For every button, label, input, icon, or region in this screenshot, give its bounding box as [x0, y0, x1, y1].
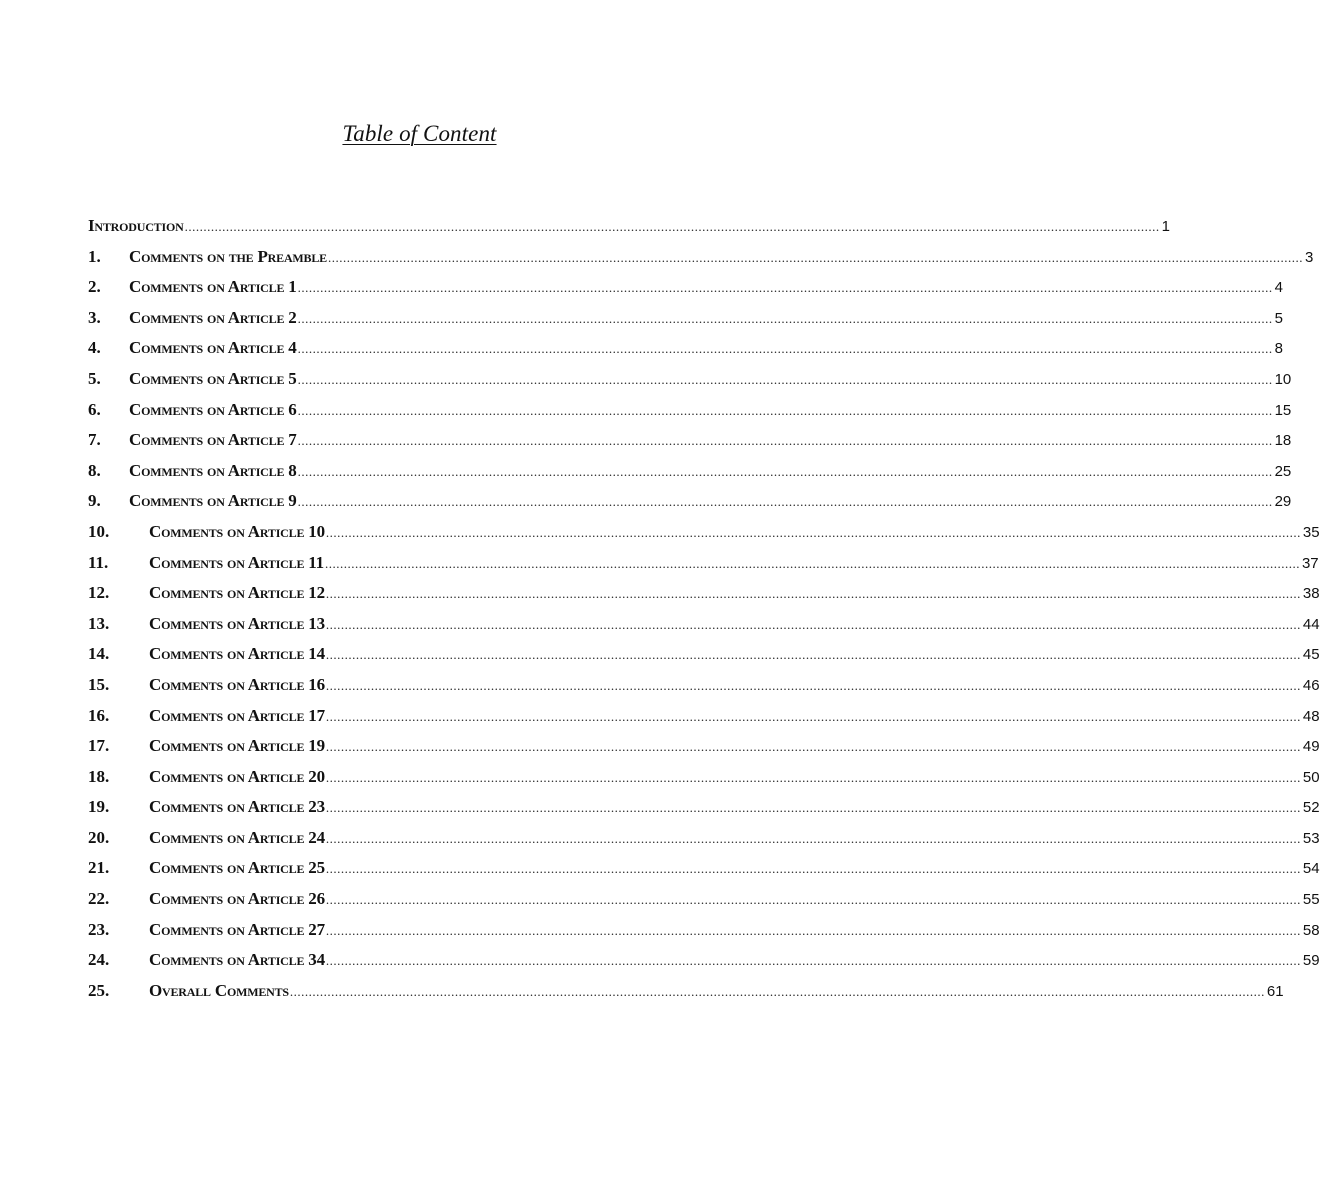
- toc-entry-label: Comments on Article 4: [129, 338, 297, 358]
- toc-entry-number: 6.: [88, 399, 101, 419]
- dot-leader: ....................................................................................................................................................................................................................................................................: [289, 983, 1265, 999]
- toc-entry-page-number: 5: [1274, 309, 1283, 327]
- toc-entry-page-number: 35: [1302, 523, 1320, 541]
- toc-entry[interactable]: [88, 736, 1320, 767]
- toc-entry-label: Comments on Article 20: [149, 766, 325, 786]
- toc-title: Table of Content: [342, 121, 497, 146]
- dot-leader: ....................................................................................................................................................................................................................................................................: [325, 861, 1301, 877]
- dot-leader: ....................................................................................................................................................................................................................................................................: [325, 647, 1301, 663]
- toc-entry-label: Comments on Article 10: [149, 521, 325, 541]
- toc-entry-label: Comments on Article 16: [149, 674, 325, 694]
- toc-entry-label: Overall Comments: [149, 980, 289, 1000]
- toc-entry-number: 8.: [88, 460, 101, 480]
- dot-leader: ....................................................................................................................................................................................................................................................................: [297, 402, 1273, 418]
- toc-entry-number: 4.: [88, 338, 101, 358]
- toc-entry-label: Comments on Article 6: [129, 399, 297, 419]
- toc-entry-number: 17.: [88, 736, 110, 756]
- toc-entry-label: Comments on Article 11: [149, 552, 324, 572]
- toc-entry-number: 5.: [88, 368, 101, 388]
- dot-leader: ....................................................................................................................................................................................................................................................................: [325, 892, 1301, 908]
- toc-entry-page-number: 25: [1274, 462, 1292, 480]
- toc-entry[interactable]: [88, 430, 1292, 461]
- toc-entry[interactable]: [88, 552, 1319, 584]
- toc-entry-number: 12.: [88, 583, 110, 603]
- toc-entry-number: 16.: [88, 705, 110, 725]
- toc-entry[interactable]: [88, 889, 1320, 920]
- toc-entry-number: 22.: [88, 889, 110, 909]
- toc-entry-label: Comments on Article 24: [149, 827, 325, 847]
- toc-entry[interactable]: [88, 766, 1320, 798]
- dot-leader: ....................................................................................................................................................................................................................................................................: [325, 769, 1301, 785]
- toc-entry-label: Comments on the Preamble: [129, 246, 327, 266]
- toc-entry-number: 7.: [88, 430, 101, 450]
- toc-entry[interactable]: [88, 491, 1292, 522]
- toc-entry-label: Comments on Article 13: [149, 613, 325, 633]
- toc-entry-page-number: 15: [1274, 401, 1292, 419]
- dot-leader: ....................................................................................................................................................................................................................................................................: [325, 524, 1301, 540]
- toc-entry-number: 24.: [88, 950, 110, 970]
- toc-entry-page-number: 49: [1302, 738, 1320, 756]
- toc-entry-page-number: 54: [1302, 860, 1320, 878]
- dot-leader: ....................................................................................................................................................................................................................................................................: [297, 494, 1273, 510]
- toc-entry-number: 15.: [88, 674, 110, 694]
- toc-entry-number: 20.: [88, 827, 110, 847]
- dot-leader: ....................................................................................................................................................................................................................................................................: [325, 616, 1301, 632]
- toc-entry-page-number: 50: [1302, 768, 1320, 786]
- toc-entry[interactable]: [88, 919, 1320, 951]
- dot-leader: ....................................................................................................................................................................................................................................................................: [324, 555, 1300, 571]
- toc-entry-page-number: 58: [1302, 921, 1320, 939]
- toc-entry-number: 3.: [88, 307, 101, 327]
- toc-entry[interactable]: [88, 613, 1320, 645]
- toc-entry-page-number: 61: [1266, 982, 1284, 1000]
- toc-entry-number: 11.: [88, 552, 109, 572]
- toc-entry-label: Comments on Article 23: [149, 797, 325, 817]
- toc-entry-page-number: 48: [1302, 707, 1320, 725]
- toc-entry-label: Comments on Article 1: [129, 277, 297, 297]
- dot-leader: ....................................................................................................................................................................................................................................................................: [325, 953, 1301, 969]
- toc-entry[interactable]: [88, 399, 1292, 431]
- toc-entry-page-number: 55: [1302, 891, 1320, 909]
- dot-leader: ....................................................................................................................................................................................................................................................................: [325, 739, 1301, 755]
- toc-entry[interactable]: [88, 307, 1283, 339]
- toc-entry-number: 25.: [88, 980, 110, 1000]
- toc-entry[interactable]: [88, 521, 1320, 553]
- toc-entry[interactable]: [88, 583, 1320, 614]
- dot-leader: ....................................................................................................................................................................................................................................................................: [325, 677, 1301, 693]
- toc-entry-label: Comments on Article 25: [149, 858, 325, 878]
- toc-entry-label: Comments on Article 34: [149, 950, 325, 970]
- toc-entry-label: Comments on Article 7: [129, 430, 297, 450]
- dot-leader: ....................................................................................................................................................................................................................................................................: [325, 800, 1301, 816]
- toc-entry[interactable]: [88, 858, 1320, 889]
- toc-entry-label: Comments on Article 26: [149, 889, 325, 909]
- toc-entry-page-number: 1: [1161, 218, 1170, 235]
- toc-list: [88, 216, 1320, 1011]
- toc-entry-label: Introduction: [88, 216, 184, 235]
- toc-entry[interactable]: [88, 705, 1320, 737]
- toc-entry-number: 18.: [88, 766, 110, 786]
- dot-leader: ....................................................................................................................................................................................................................................................................: [297, 371, 1273, 387]
- toc-entry-number: 19.: [88, 797, 110, 817]
- toc-entry-page-number: 45: [1302, 646, 1320, 664]
- dot-leader: ....................................................................................................................................................................................................................................................................: [297, 433, 1273, 449]
- dot-leader: ....................................................................................................................................................................................................................................................................: [297, 463, 1273, 479]
- dot-leader: ....................................................................................................................................................................................................................................................................: [297, 341, 1273, 357]
- toc-entry-page-number: 44: [1302, 615, 1320, 633]
- toc-entry-page-number: 38: [1302, 585, 1320, 603]
- toc-entry[interactable]: [88, 950, 1320, 981]
- toc-entry[interactable]: [88, 980, 1284, 1012]
- toc-entry-label: Comments on Article 17: [149, 705, 325, 725]
- toc-entry-number: 9.: [88, 491, 101, 511]
- toc-entry-number: 1.: [88, 246, 101, 266]
- toc-entry[interactable]: [88, 338, 1283, 369]
- toc-entry-page-number: 46: [1302, 676, 1320, 694]
- toc-entry[interactable]: [88, 368, 1292, 400]
- toc-entry-number: 14.: [88, 644, 110, 664]
- dot-leader: ....................................................................................................................................................................................................................................................................: [184, 219, 1160, 234]
- toc-entry-label: Comments on Article 12: [149, 583, 325, 603]
- toc-entry-number: 10.: [88, 521, 110, 541]
- toc-entry-number: 2.: [88, 277, 101, 297]
- toc-entry[interactable]: [88, 674, 1320, 706]
- toc-entry-label: Comments on Article 8: [129, 460, 297, 480]
- toc-entry-page-number: 3: [1304, 248, 1314, 266]
- toc-entry[interactable]: [88, 277, 1283, 308]
- toc-entry[interactable]: [88, 797, 1320, 828]
- toc-entry-page-number: 8: [1274, 340, 1283, 358]
- dot-leader: ....................................................................................................................................................................................................................................................................: [325, 922, 1301, 938]
- toc-entry-label: Comments on Article 5: [129, 368, 297, 388]
- toc-entry[interactable]: [88, 827, 1320, 859]
- toc-entry-number: 21.: [88, 858, 110, 878]
- toc-entry-label: Comments on Article 9: [129, 491, 297, 511]
- toc-entry[interactable]: [88, 216, 1170, 247]
- toc-entry-page-number: 18: [1274, 432, 1292, 450]
- toc-entry[interactable]: [88, 246, 1314, 278]
- toc-entry-label: Comments on Article 27: [149, 919, 325, 939]
- dot-leader: ....................................................................................................................................................................................................................................................................: [297, 310, 1273, 326]
- toc-entry-number: 23.: [88, 919, 110, 939]
- toc-entry-label: Comments on Article 2: [129, 307, 297, 327]
- toc-entry-page-number: 4: [1274, 279, 1283, 297]
- toc-entry-label: Comments on Article 19: [149, 736, 325, 756]
- toc-entry-page-number: 53: [1302, 829, 1320, 847]
- dot-leader: ....................................................................................................................................................................................................................................................................: [325, 708, 1301, 724]
- toc-entry-page-number: 37: [1301, 554, 1319, 572]
- toc-entry-page-number: 52: [1302, 799, 1320, 817]
- toc-entry[interactable]: [88, 644, 1320, 675]
- dot-leader: ....................................................................................................................................................................................................................................................................: [325, 586, 1301, 602]
- toc-entry-page-number: 29: [1274, 493, 1292, 511]
- dot-leader: ....................................................................................................................................................................................................................................................................: [325, 830, 1301, 846]
- dot-leader: ....................................................................................................................................................................................................................................................................: [327, 249, 1303, 265]
- toc-entry-label: Comments on Article 14: [149, 644, 325, 664]
- toc-entry-page-number: 10: [1274, 370, 1292, 388]
- toc-entry-page-number: 59: [1302, 952, 1320, 970]
- toc-entry[interactable]: [88, 460, 1292, 492]
- dot-leader: ....................................................................................................................................................................................................................................................................: [297, 280, 1273, 296]
- toc-entry-number: 13.: [88, 613, 110, 633]
